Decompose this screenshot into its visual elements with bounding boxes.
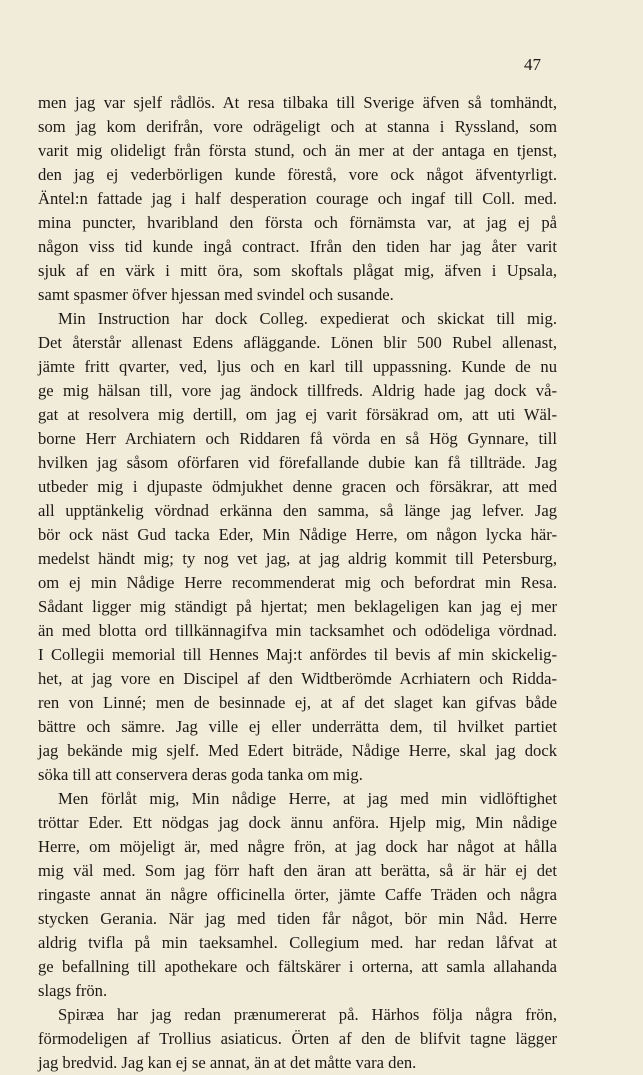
text-line: jag bredvid. Jag kan ej se annat, än at det måtte vara den. [38, 1053, 417, 1072]
text-line: som jag kom derifrån, vore odrägeligt och at stanna i Ryssland, som [38, 117, 557, 136]
text-line: stycken Gerania. När jag med tiden får något, bör min Nåd. Herre [38, 909, 557, 928]
text-line: mig väl med. Som jag förr haft den äran att berätta, så är här ej det [38, 861, 557, 880]
text-line: Sådant ligger mig ständigt på hjertat; men beklageligen kan jag ej mer [38, 597, 557, 616]
text-line: varit mig olideligt från första stund, och än mer at der antaga en tjenst, [38, 141, 557, 160]
text-line: Äntel:n fattade jag i half desperation courage och ingaf till Coll. med. [38, 189, 557, 208]
text-line: ge mig hälsan till, vore jag ändock tillfreds. Aldrig hade jag dock vå- [38, 381, 557, 400]
text-line: söka till att conservera deras goda tanka om mig. [38, 765, 363, 784]
text-line: tröttar Eder. Ett nödgas jag dock ännu anföra. Hjelp mig, Min nådige [38, 813, 557, 832]
text-line: Min Instruction har dock Colleg. expedierat och skickat till mig. [58, 309, 557, 328]
text-line: jämte fritt qvarter, ved, ljus och en karl till uppassning. Kunde de nu [38, 357, 557, 376]
text-line: ge befallning till apothekare och fältskärer i orterna, att samla allahanda [38, 957, 557, 976]
text-line: Det återstår allenast Edens afläggande. Lönen blir 500 Rubel allenast, [38, 333, 557, 352]
text-line: gat at resolvera mig dertill, om jag ej varit försäkrad om, att uti Wäl- [38, 405, 557, 424]
text-line: samt spasmer öfver hjessan med svindel och susande. [38, 285, 394, 304]
text-line: Spiræa har jag redan prænumererat på. Härhos följa några frön, [58, 1005, 557, 1024]
text-line: Herre, om möjeligt är, med någre frön, at jag dock har något at hålla [38, 837, 557, 856]
text-line: om ej min Nådige Herre recommenderat mig och befordrat min Resa. [38, 573, 557, 592]
text-line: I Collegii memorial till Hennes Maj:t anfördes til bevis af min skickelig- [38, 645, 557, 664]
text-line: den jag ej vederbörligen kunde förestå, vore ock något äfventyrligt. [38, 165, 557, 184]
text-line: förmodeligen af Trollius asiaticus. Örten af den de blifvit tagne lägger [38, 1029, 557, 1048]
text-line: slags frön. [38, 981, 108, 1000]
text-line: ren von Linné; men de besinnade ej, at af det slaget kan gifvas både [38, 693, 557, 712]
text-line: medelst händt mig; ty nog vet jag, at jag aldrig kommit till Petersburg, [38, 549, 557, 568]
text-line: aldrig tvifla på min taeksamhel. Collegium med. har redan låfvat at [38, 933, 557, 952]
text-line: het, at jag vore en Discipel af den Widtberömde Acrhiatern och Ridda- [38, 669, 557, 688]
text-line: bör ock näst Gud tacka Eder, Min Nådige Herre, om någon lycka här- [38, 525, 557, 544]
text-line: borne Herr Archiatern och Riddaren få vörda en så Hög Gynnare, till [38, 429, 557, 448]
text-line: bättre och sämre. Jag ville ej eller underrätta dem, til hvilket partiet [38, 717, 557, 736]
text-line: ringaste annat än någre officinella örter, jämte Caffe Träden och några [38, 885, 557, 904]
text-line: hvilken jag såsom oförfaren vid förefallande dubie kan få tillträde. Jag [38, 453, 557, 472]
text-line: sjuk af en värk i mitt öra, som skoftals plågat mig, äfven i Upsala, [38, 261, 557, 280]
letter-text [38, 91, 557, 1075]
text-line: utbeder mig i djupaste ödmjukhet denne gracen och försäkrar, att med [38, 477, 557, 496]
text-line: jag bekände mig sjelf. Med Edert biträde, Nådige Herre, skal jag dock [38, 741, 557, 760]
text-line: någon viss tid kunde ingå contract. Ifrån den tiden har jag åter varit [38, 237, 557, 256]
text-line: men jag var sjelf rådlös. At resa tilbaka till Sverige äfven så tomhändt, [38, 93, 557, 112]
text-line: all upptänkelig vördnad erkänna den samma, så länge jag lefver. Jag [38, 501, 557, 520]
text-line: än med blotta ord tillkännagifva min tacksamhet och odödeliga vördnad. [38, 621, 557, 640]
text-line: mina puncter, hvaribland den första och förnämsta var, at jag ej på [38, 213, 557, 232]
text-line: Men förlåt mig, Min nådige Herre, at jag med min vidlöftighet [58, 789, 557, 808]
page-number: 47 [524, 55, 541, 74]
